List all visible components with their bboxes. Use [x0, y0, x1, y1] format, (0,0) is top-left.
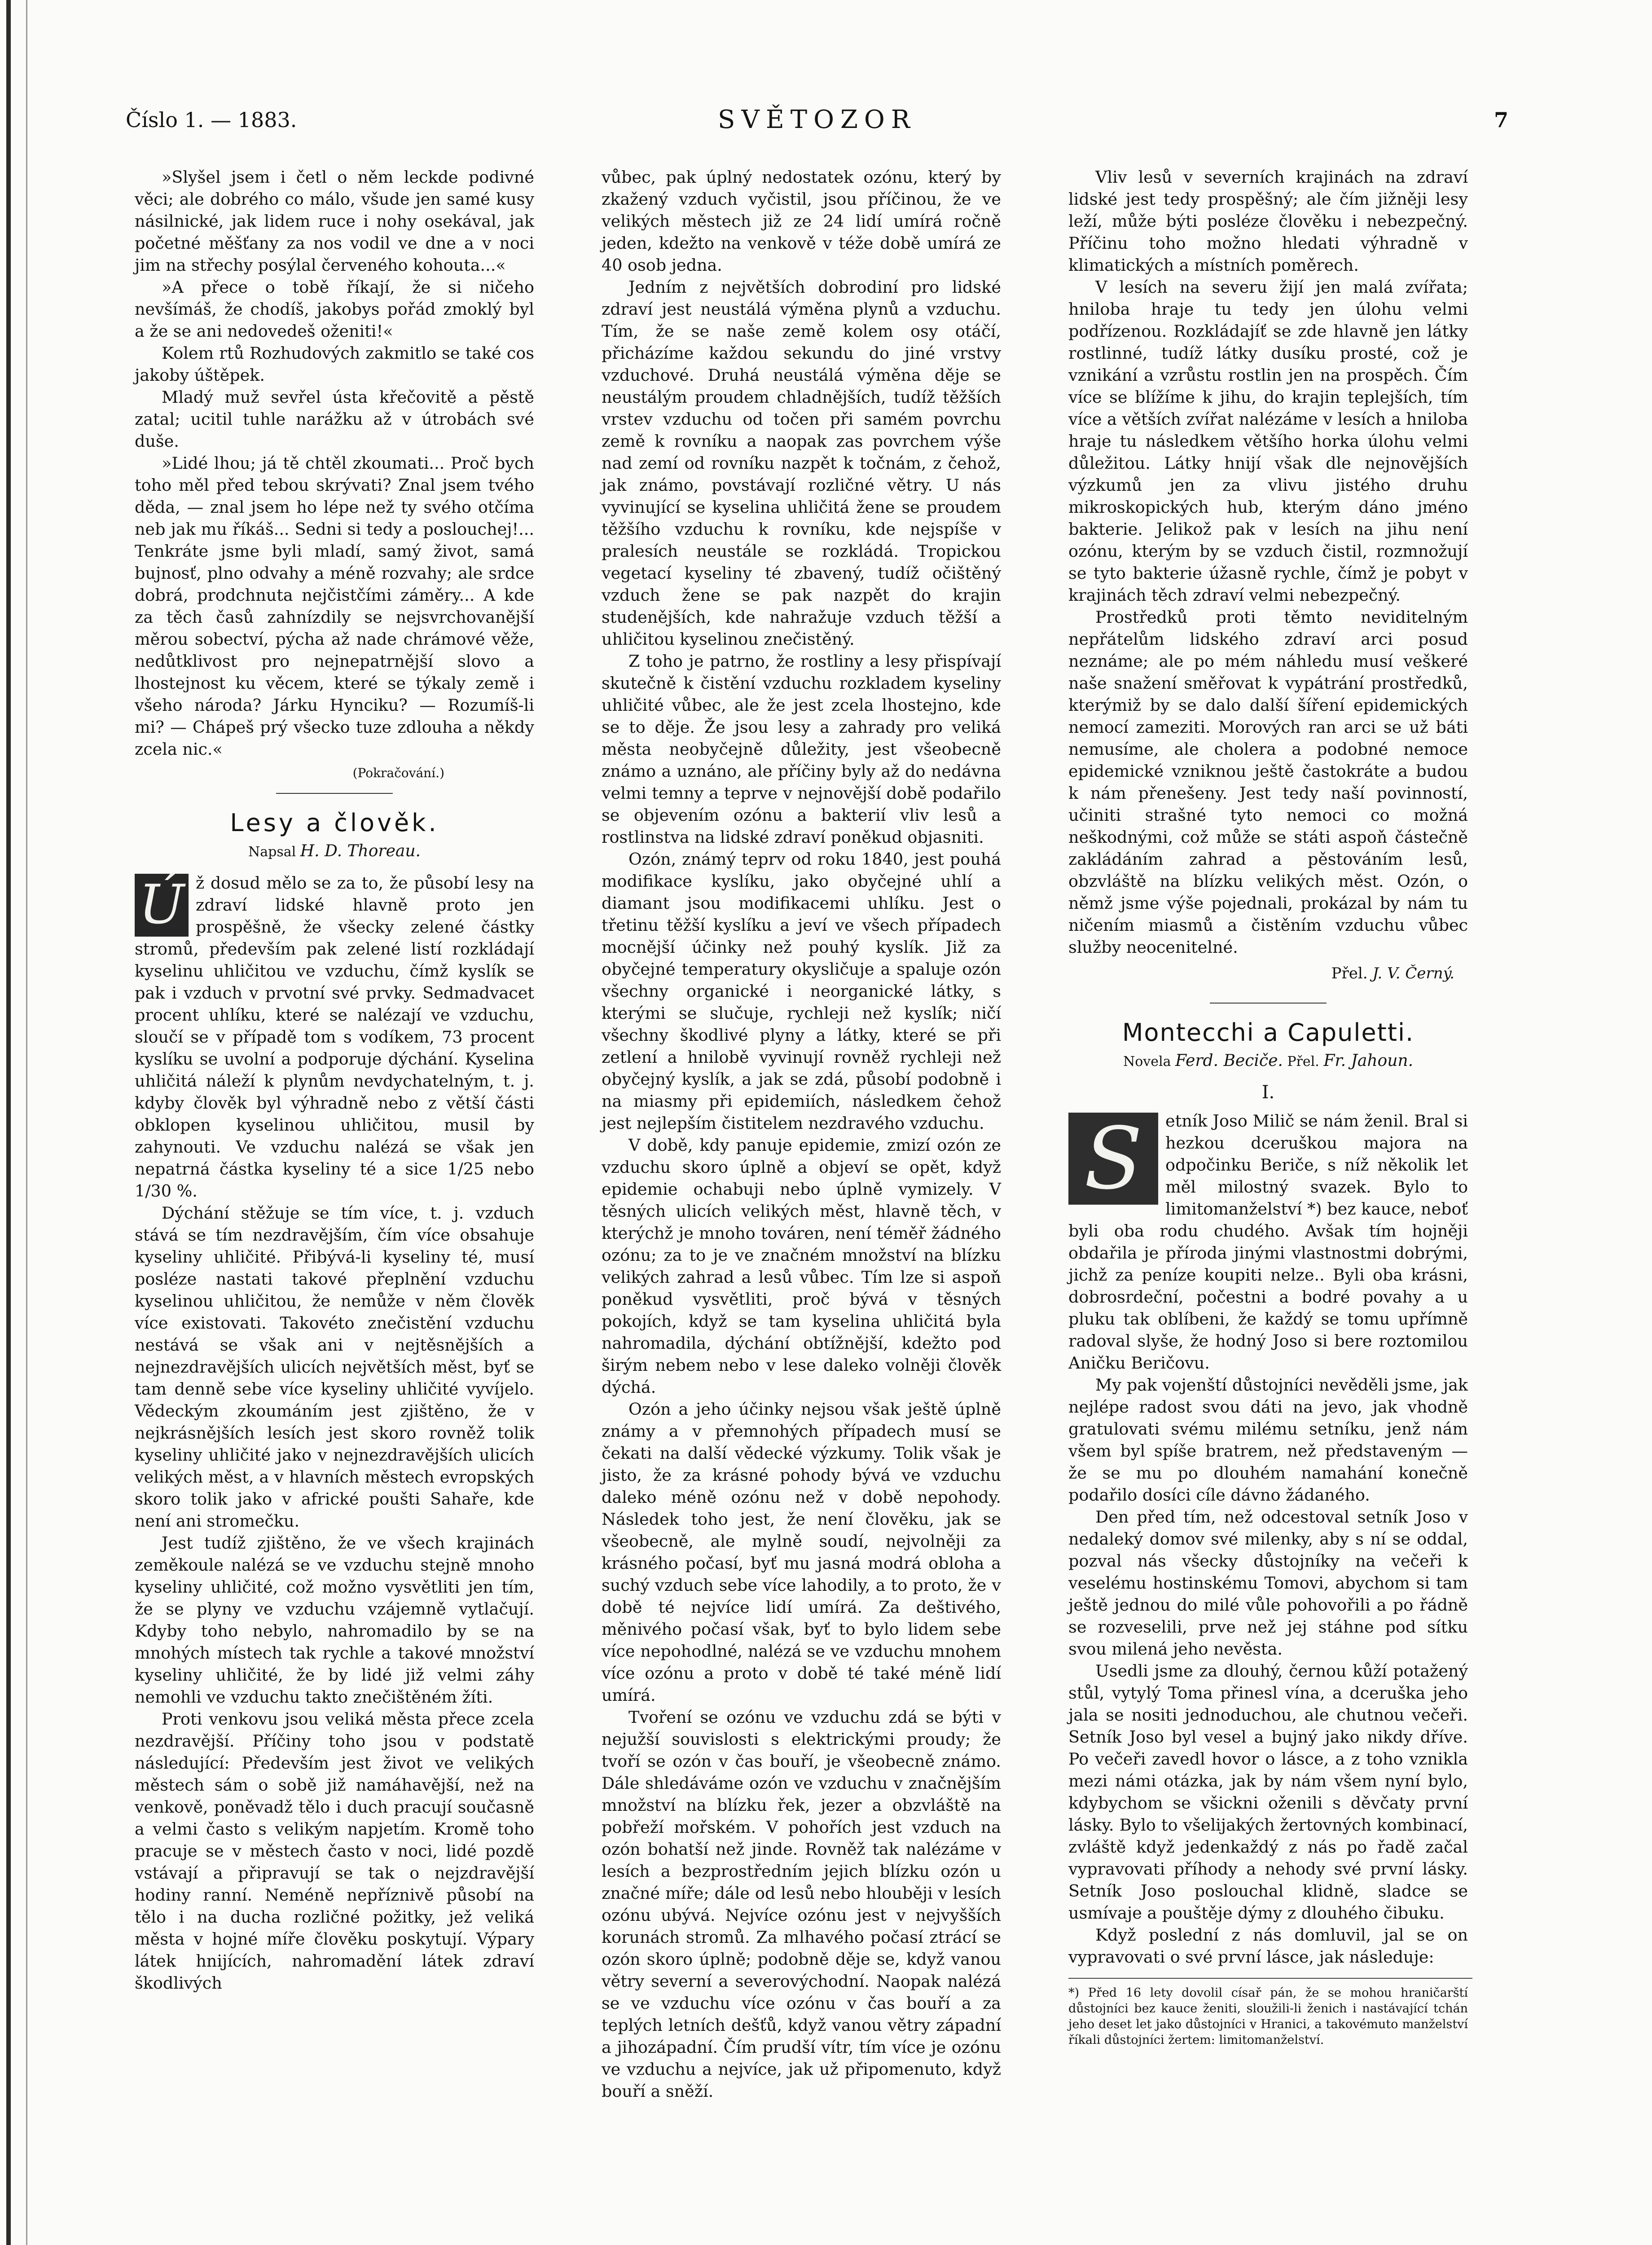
- drop-cap-ornament: [135, 874, 189, 937]
- translator-signature: [1068, 963, 1454, 985]
- story-translator-prefix: Přel.: [1287, 1054, 1319, 1070]
- drop-cap-letter: Ú: [139, 874, 185, 936]
- section-divider: [276, 793, 393, 794]
- continued-note: (Pokračování.): [352, 766, 444, 780]
- paragraph: »Slyšel jsem i četl o něm leckde podivné věci; ale dobrého co málo, všude jen samé kusy násilnické, jak lidem ruce i nohy osekával, jak početné měšťany za nos vodil ve dne a v noci jim na střechy posýlal červeného kohouta...«: [135, 167, 534, 275]
- paragraph: Jest tudíž zjištěno, že ve všech krajinách zeměkoule nalézá se ve vzduchu stejně mnoho kyseliny uhličité, což možno vysvětliti jen tím, že se plyny ve vzduchu vzájemně vytlačují. Kdyby toho nebylo, nahromadilo by se na mnohých místech tak rychle a takové množství kyseliny uhličité, že by lidé již velmi záhy nemohli ve vzduchu takto znečištěném žíti.: [135, 1533, 534, 1707]
- paragraph: Proti venkovu jsou veliká města přece zcela nezdravější. Příčiny toho jsou v podstatě následující: Především jest život ve velikých městech sám o sobě již namáhavější, než na venkově, poněvadž tělo i duch pracují současně a velmi často s velikým napjetím. Kromě toho pracuje se v městech často v noci, lidé pozdě vstávají a připravují se tak o nejzdravější hodiny ranní. Neméně nepříznivě působí na tělo i na ducha rozličné požitky, jež veliká města v hojné míře člověku poskytují. Výpary látek hnijících, nahromadění látek zdraví škodlivých: [135, 1709, 534, 1993]
- paragraph: »A přece o tobě říkají, že si ničeho nevšímáš, že chodíš, jakobys pořád zmoklý byl a že se ani nedovedeš oženiti!«: [135, 277, 534, 341]
- story-title: Montecchi a Capuletti.: [1122, 1018, 1415, 1047]
- footnote: *) Před 16 lety dovolil císař pán, že se mohou hraničarští důstojníci bez kauce ženiti, sloužili-li ženich i nastávající tchán jeho deset let jako důstojníci v Hranici, a takovémuto manželství říkali důstojníci žertem: limitomanželství.: [1068, 1986, 1468, 2047]
- column-3: [1068, 166, 1468, 2048]
- drop-cap-ornament: [1068, 1109, 1158, 1208]
- footnote-divider: [1068, 1978, 1472, 1979]
- paragraph: Když poslední z nás domluvil, jal se on vypravovati o své první lásce, jak následuje:: [1068, 1925, 1468, 1967]
- paragraph: Mladý muž sevřel ústa křečovitě a pěstě zatal; ucitil tuhle narážku až v útrobách své duše.: [135, 387, 534, 451]
- story-byline-prefix: Novela: [1123, 1054, 1171, 1070]
- paragraph: Z toho je patrno, že rostliny a lesy přispívají skutečně k čistění vzduchu rozkladem kyseliny uhličité vůbec, ale že jest zcela lhostejno, kde se to děje. Že jsou lesy a zahrady pro veliká města neobyčejně důležity, jest všeobecně známo a uznáno, ale příčiny byly až do nedávna velmi temny a teprve v nejnovější době podařilo se objevením ozónu a bakterií vliv lesů a rostlinstva na lidské zdraví poněkud objasniti.: [602, 651, 1001, 847]
- paragraph: V době, kdy panuje epidemie, zmizí ozón ze vzduchu skoro úplně a objeví se opět, když epidemie ochabuji nebo úplně vymizely. V těsných ulicích velikých měst, hlavně těch, v kterýchž je mnoho továren, není téměř žádného ozónu; za to je ve značném množství na blízku velikých zahrad a lesů vůbec. Tím lze si aspoň poněkud vysvětliti, proč bývá v těsných pokojích, když se tam kyselina uhličitá byla nahromadila, dýchání obtížnější, kdežto pod širým nebem nebo v lese daleko volněji člověk dýchá.: [602, 1136, 1001, 1397]
- paragraph: Kolem rtů Rozhudových zakmitlo se také cos jakoby úštěpek.: [135, 343, 534, 385]
- chapter-number: I.: [1261, 1082, 1275, 1103]
- paragraph: Tvoření se ozónu ve vzduchu zdá se býti v nejužší souvislosti s elektrickými proudy; že tvoří se ozón v čas bouří, je všeobecně známo. Dále shledáváme ozón ve vzduchu v značnějším množství na blízku řek, jezer a obzvláště na pobřeží mořském. V pohořích jest vzduch na ozón bohatší než jinde. Rovněž tak nalézáme v lesích a bezprostředním jejich blízku ozón u značné míře; dále od lesů nebo hlouběji v lesích ozónu ubývá. Nejvíce ozónu jest v nejvyšších korunách stromů. Za mlhavého počasí ztrácí se ozón skoro úplně; podobně děje se, když vanou větry severní a severovýchodní. Naopak nalézá se ve vzduchu více ozónu v čas bouří a za teplých letních dešťů, když vanou větry západní a jihozápadní. Čím prudší vítr, tím více je ozónu ve vzduchu a nejvíce, jak už připomenuto, když bouří a sněží.: [602, 1708, 1001, 2101]
- paragraph: etník Joso Milič se nám ženil. Bral si hezkou dceruškou majora na odpočinku Beriče, s níž několik let měl milostný svazek. Bylo to limitomanželství *) bez kauce, neboť byli oba rodu chudého. Avšak tím hojněji obdařila je příroda jinými vlastnostmi dobrými, jichž za peníze koupiti nelze.. Byli oba krásni, dobrosrdeční, počestni a bodré povahy a u pluku tak oblíbeni, že každý se tomu upřímně radoval slyše, že hodný Joso si bere roztomilou Aničku Beričovu.: [1068, 1111, 1468, 1373]
- section-divider: [1210, 1003, 1327, 1004]
- page-header: [126, 105, 1508, 139]
- story-translator: Fr. Jahoun.: [1323, 1052, 1414, 1070]
- signature-prefix: Přel.: [1331, 964, 1368, 982]
- paragraph: Ozón, známý teprv od roku 1840, jest pouhá modifikace kyslíku, jako obyčejné uhlí a diamant jsou modifikacemi uhlíku. Jest o třetinu těžší kyslíku a jeví ve všech případech mocnější účinky než pouhý kyslík. Již za obyčejné temperatury okysličuje a spaluje ozón všechny organické i neorganické látky, s kterými se slučuje, rychleji než kyslík; ničí všechny škodlivé plyny a látky, které se při zetlení a hnilobě vyvinují rovněž rychleji než obyčejný kyslík, a jak se zdá, působí podobně i na miasmy při epidemiích, následkem čehož jest nejlepším čistitelem nezdravého vzduchu.: [602, 850, 1001, 1133]
- paragraph: Usedli jsme za dlouhý, černou kůží potažený stůl, vytylý Toma přinesl vína, a dceruška jeho jala se nositi jednoduchou, ale chutnou večeři. Setník Joso byl vesel a bujný jako nikdy dříve. Po večeři zavedl hovor o lásce, a z toho vznikla mezi námi otázka, jak by nám všem nyní bylo, kdybychom se všickni oženili s děvčaty první lásky. Bylo to všelijakých žertovných kombinací, zvláště když jedenkaždý z nás po řadě začal vypravovati příhody a nehody své první lásky. Setník Joso poslouchal klidně, sladce se usmívaje a pouštěje dýmy z dlouhého čibuku.: [1068, 1661, 1468, 1923]
- paragraph: ž dosud mělo se za to, že působí lesy na zdraví lidské hlavně proto jen prospěšně, že všecky zelené částky stromů, především pak zelené listí rozkládají kyselinu uhličitou ve vzduchu, čímž kyslík se pak i vzduch v prvotní své prvky. Sedmadvacet procent uhlíku, které se nalézají ve vzduchu, sloučí se v případě tom s vodíkem, 73 procent kyslíku se uvolní a podporuje dýchání. Kyselina uhličitá náleží k plynům nevdychatelným, t. j. kdyby člověk byl výhradně nebo z větší části obklopen kyselinou uhličitou, musil by zahynouti. Ve vzduchu nalézá se však jen nepatrná částka kyseliny té a sice 1/25 nebo 1/30 %.: [135, 873, 534, 1201]
- column-1: [135, 166, 534, 1994]
- byline-prefix: Napsal: [248, 844, 296, 860]
- paragraph: Vliv lesů v severních krajinách na zdraví lidské jest tedy prospěšný; ale čím jižněji lesy leží, může býti posléze člověku i nebezpečný. Příčinu toho možno hledati výhradně v klimatických a místních poměrech.: [1068, 167, 1468, 275]
- story-byline: [1068, 1050, 1468, 1073]
- column-2: [602, 166, 1001, 2102]
- article-title: Lesy a člověk.: [230, 809, 439, 837]
- paragraph: »Lidé lhou; já tě chtěl zkoumati... Proč bych toho měl před tebou skrývati? Znal jsem tvého děda, — znal jsem ho lépe než ty svého otčíma neb jak mu říkáš... Sedni si tedy a poslouchej!... Tenkráte jsme byli mladí, samý život, samá bujnosť, plno odvahy a méně rozvahy; ale srdce dobrá, prodchnuta nejčistčími záměry... A kde za těch časů zahnízdily se nejsvrchovanější měrou sobectví, pýcha až nade chrámové věže, nedůtklivost pro nejnepatrnější slovo a lhostejnost ku věcem, které se týkaly země i všeho národa? Járku Hynciku? — Rozumíš-li mi? — Chápeš prý všecko tuze zdlouha a někdy zcela nic.«: [135, 453, 534, 759]
- paragraph: Jedním z největších dobrodiní pro lidské zdraví jest neustálá výměna plynů a vzduchu. Tím, že se naše země kolem osy otáčí, přicházíme každou sekundu do jiné vrstvy vzduchové. Druhá neustálá výměna děje se neustálým proudem chladnějších, tudíž těžších vrstev vzduchu od točen při samém povrchu země k rovníku a naopak zas povrchem výše nad zemí od rovníku nazpět k točnám, z čehož, jak známo, povstávají rozličné větry. U nás vyvinující se kyselina uhličitá žene se proudem těžšího vzduchu k rovníku, kde nejspíše v pralesích neustále se rozkládá. Tropickou vegetací kyseliny té zbavený, tudíž očištěný vzduch žene se pak nazpět do krajin studenějších, kde nahražuje vzduch těžší a uhličitou kyselinou znečistěný.: [602, 277, 1001, 649]
- page-number: 7: [1494, 108, 1508, 132]
- paragraph: Den před tím, než odcestoval setník Joso v nedaleký domov své milenky, aby s ní se oddal, pozval nás všecky důstojníky na večeři k veselému hostinskému Tomovi, abychom si tam ještě jednou do milé vůle pohovořili a po řádně se rozveselili, prve než jej stáhne pod sítku svou milená jeho nevěsta.: [1068, 1507, 1468, 1659]
- article-byline: [135, 840, 534, 863]
- story-author: Ferd. Beciče.: [1175, 1052, 1283, 1070]
- masthead-title: SVĚTOZOR: [718, 105, 916, 134]
- paragraph: vůbec, pak úplný nedostatek ozónu, který by zkažený vzduch vyčistil, jsou příčinou, že ve velikých městech již ze 24 lidí umírá ročně jeden, kdežto na venkově v téže době umírá ze 40 osob jedna.: [602, 167, 1001, 275]
- signature-name: J. V. Černý.: [1372, 964, 1454, 982]
- paragraph: Ozón a jeho účinky nejsou však ještě úplně známy a v přemnohých případech musí se čekati na další vědecké výzkumy. Tolik však je jisto, že za krásné pohody bývá ve vzduchu daleko méně ozónu než v době nepohody. Následek toho jest, že není člověku, jak se všeobecně, ale mylně soudí, nejvolněji za krásného počasí, byť mu jasná modrá obloha a suchý vzduch sebe více lahodily, a to proto, že v době té nejvíce lidí umírá. Za deštivého, měnivého počasí však, byť to bylo lidem sebe více nepohodlné, nalézá se ve vzduchu mnohem více ozónu a proto v době té také méně lidí umírá.: [602, 1400, 1001, 1705]
- byline-author: H. D. Thoreau.: [300, 842, 421, 860]
- paragraph: My pak vojenští důstojníci nevěděli jsme, jak nejlépe radost svou dáti na jevo, jak vhodně gratulovati svému milému setníku, jenž nám všem byl spíše bratrem, než představeným — že se mu po dlouhém namahání konečně podařilo dosíci cíle dávno žádaného.: [1068, 1375, 1468, 1505]
- paragraph: Dýchání stěžuje se tím více, t. j. vzduch stává se tím nezdravějším, čím více obsahuje kyseliny uhličité. Přibývá-li kyseliny té, musí posléze nastati takové přeplnění vzduchu kyselinou uhličitou, že nemůže v něm člověk více existovati. Takovéto znečistění vzduchu nestává se však ani v nejtěsnějších a nejnezdravějších ulicích největších měst, byť se tam denně sebe více kyseliny uhličité vyvíjelo. Vědeckým zkoumáním jest zjištěno, že v nejkrásnějších lesích jest skoro rovněž tolik kyseliny uhličité jako v nejnezdravějších ulicích velikých měst, a v hlavních městech evropských skoro tolik jako v africké poušti Sahaře, kde není ani stromečku.: [135, 1203, 534, 1531]
- drop-cap-letter: S: [1084, 1109, 1143, 1208]
- issue-number: Číslo 1. — 1883.: [126, 108, 297, 132]
- paragraph: V lesích na severu žijí jen malá zvířata; hniloba hraje tu tedy jen úlohu velmi podřízenou. Rozkládajíť se zde hlavně jen látky rostlinné, tudíž látky dusíku prosté, což je vznikání a vzrůstu rostlin jen na prospěch. Čím více se blížíme k jihu, do krajin teplejších, tím více a větších zvířat nalézáme v lesích a hniloba hraje tu následkem většího horka úlohu velmi důležitou. Látky hnijí však dle nejnovějších výzkumů jen za vlivu jistého druhu mikroskopických hub, kterým dáno jméno bakterie. Jelikož pak v lesích na jihu není ozónu, kterým by se vzduch čistil, rozmnožují se tyto bakterie úžasně rychle, čímž je pobyt v krajinách těch zdraví velmi nebezpečný.: [1068, 277, 1468, 605]
- paragraph: Prostředků proti těmto neviditelným nepřátelům lidského zdraví arci posud neznáme; ale po mém náhledu musí veškeré naše snažení směřovat k vypátrání prostředků, kterýmiž by se dalo další šíření epidemických nemocí zameziti. Morových ran arci se už báti nemusíme, ale cholera a podobné nemoce epidemické vzniknou ještě častokráte a budou k nám přenešeny. Jest tedy naší povinností, učiniti strašné tyto nemoci co možná neškodnými, což může se státi aspoň částečně zakládáním zahrad a pěstováním lesů, obzvláště na blízku velikých měst. Ozón, o němž jsme výše pojednali, prokázal by nám tu ničením miasmů a čistěním vzduchu vůbec služby neocenitelné.: [1068, 607, 1468, 957]
